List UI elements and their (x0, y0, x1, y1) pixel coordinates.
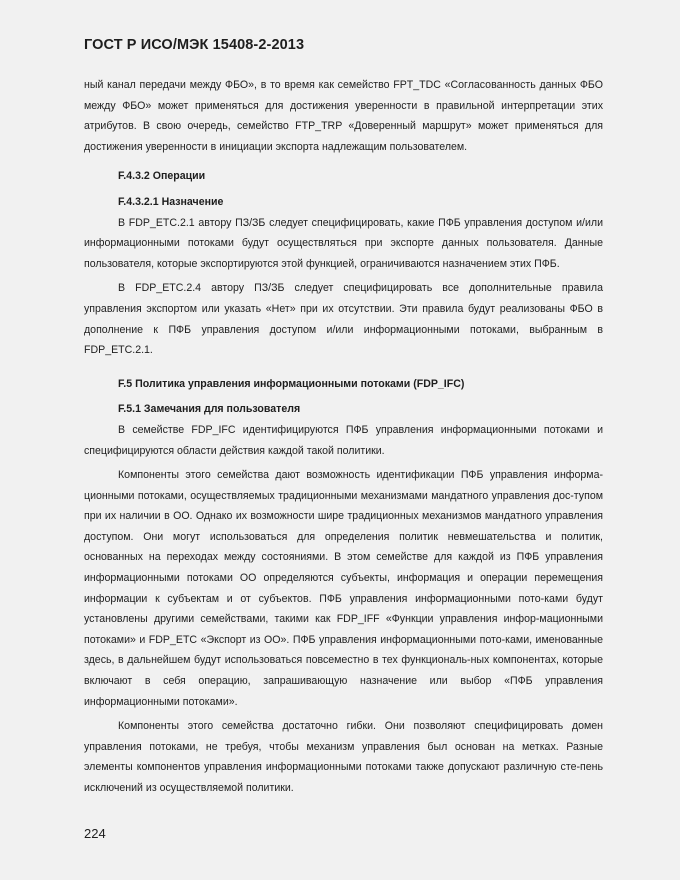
document-body (84, 75, 603, 803)
document-header: ГОСТ Р ИСО/МЭК 15408-2-2013 (84, 37, 305, 53)
page-number: 224 (84, 826, 106, 841)
heading-f4-3-2: F.4.3.2 Операции (118, 170, 206, 183)
paragraph-continuation: ный канал передачи между ФБО», в то время как семейство FPT_TDC «Согласованность данных ФБО между ФБО» может применяться для достижения уверенности в правильной интерпретации этих атрибутов. В свою очередь, семейство FTP_TRP «Доверенный маршрут» может применяться для достижения уверенности в инициации экспорта надлежащим пользователем. (84, 79, 603, 153)
heading-f5: F.5 Политика управления информационными потоками (FDP_IFC) (118, 377, 465, 390)
paragraph-fdp-etc-2-1: В FDP_ETC.2.1 автору ПЗ/ЗБ следует специфицировать, какие ПФБ управления доступом и/или информационными потоками будут осуществляться при экспорте данных пользователя. Данные пользователя, которые экспортируются этой функцией, ограничиваются назначением этих ПФБ. (84, 216, 603, 270)
paragraph-components: Компоненты этого семейства дают возможность идентификации ПФБ управления информа-ционными потоками, осуществляемых традиционными механизмами мандатного управления дос-тупом при их наличии в ОО. Однако их возможности шире традиционных механизмов мандатного управления доступом. Они могут использоваться для определения политик невмешательства и политик, основанных на переходах между состояниями. В этом семействе для каждой из ПФБ управления информационными потоками ОО определяются субъекты, информация и операции перемещения информации к субъектам и от субъектов. ПФБ управления информационными пото-ками будут установлены другими семействами, такими как FDP_IFF «Функции управления инфор-мационными потоками» и FDP_ETC «Экспорт из ОО». ПФБ управления информационными пото-ками, именованные здесь, в дальнейшем будут использоваться повсеместно в тех функциональ-ных компонентах, которые включают в себя операцию, запрашивающую назначение или выбор «ПФБ управления информационными потоками». (84, 469, 603, 708)
heading-f4-3-2-1: F.4.3.2.1 Назначение (118, 195, 224, 208)
paragraph-fdp-etc-2-4: В FDP_ETC.2.4 автору ПЗ/ЗБ следует специфицировать все дополнительные правила управления экспортом или указать «Нет» при их отсутствии. Эти правила будут реализованы ФБО в дополнение к ПФБ управления доступом и/или информационными потоками, выбранным в FDP_ETC.2.1. (84, 282, 603, 357)
paragraph-fdp-ifc-intro: В семействе FDP_IFC идентифицируются ПФБ управления информационными потоками и специфицируются области действия каждой такой политики. (84, 423, 603, 457)
heading-f5-1: F.5.1 Замечания для пользователя (118, 403, 301, 416)
paragraph-flexibility: Компоненты этого семейства достаточно гибки. Они позволяют специфицировать домен управления потоками, не требуя, чтобы механизм управления был основан на метках. Разные элементы компонентов управления информационными потоками также допускают различную сте-пень исключений из осуществляемой политики. (84, 720, 603, 794)
